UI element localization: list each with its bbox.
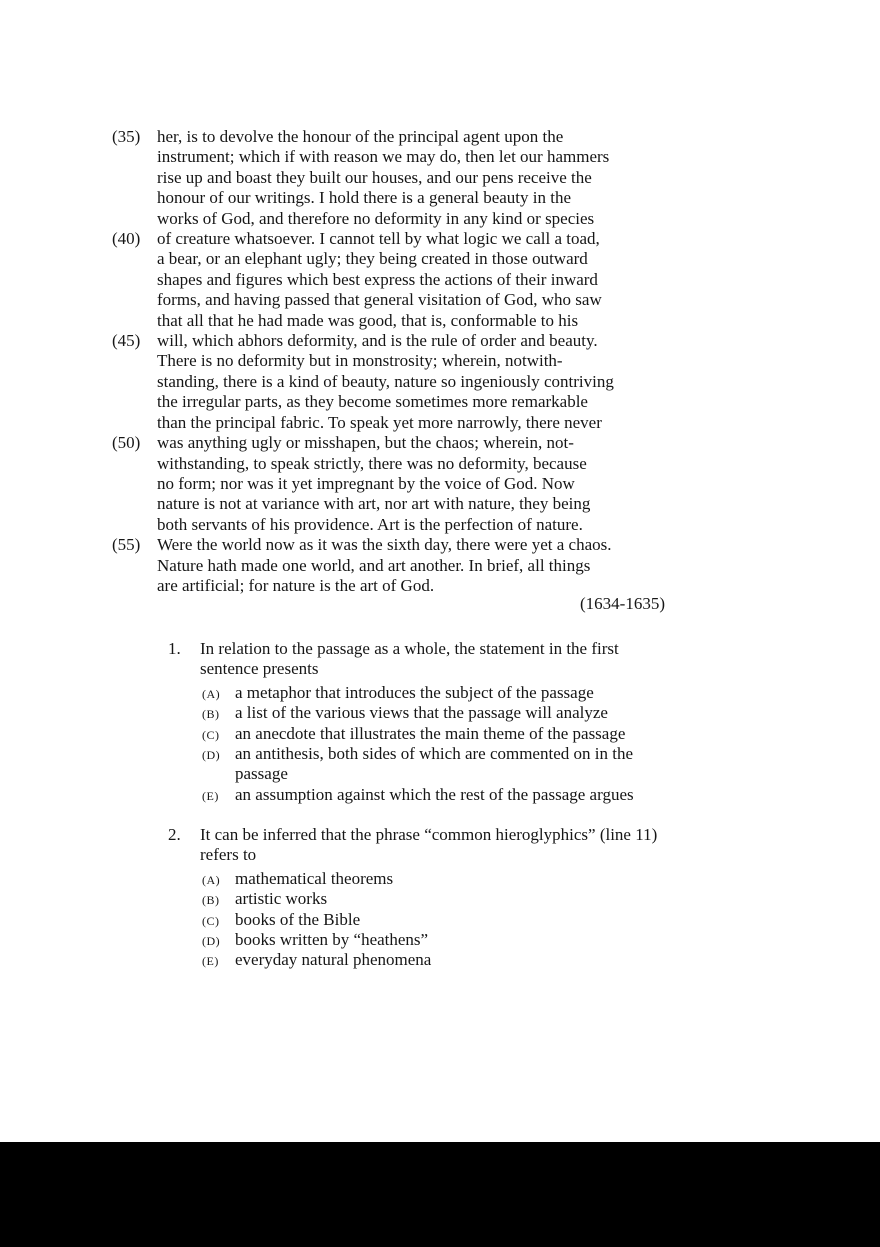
question-2-options [200, 869, 657, 971]
question-1-options [200, 683, 634, 805]
option-text: an antithesis, both sides of which are commented on in the passage [235, 744, 633, 784]
question-2-stem: It can be inferred that the phrase “common hieroglyphics” (line 11) refers to [200, 825, 658, 865]
question-1 [168, 639, 634, 805]
option-letter: (A) [202, 868, 221, 888]
passage-text: her, is to devolve the honour of the principal agent upon the instrument; which if with reason we may do, then let our hammers rise up and boast they built our houses, and our pens receive the honour of our writings. I hold there is a general beauty in the works of God, and therefore no deformity in any kind or species of creature whatsoever. I cannot tell by what logic we call a toad, a bear, or an elephant ugly; they being created in those outward shapes and figures which best express the actions of their inward forms, and having passed that general visitation of God, who saw that all that he had made was good, that is, conformable to his will, which abhors deformity, and is the rule of order and beauty. There is no deformity but in monstrosity; wherein, notwith- standing, there is a kind of beauty, nature so ingeniously contriving the irregular parts, as they become sometimes more remarkable than the principal fabric. To speak yet more narrowly, there never was anything ugly or misshapen, but the chaos; wherein, not- withstanding, to speak strictly, there was no deformity, because no form; nor was it yet impregnant by the voice of God. Now nature is not at variance with art, nor art with nature, they being both servants of his providence. Art is the perfection of nature. Were the world now as it was the sixth day, there were yet a chaos. Nature hath made one world, and art another. In brief, all things are artificial; for nature is the art of God. [157, 127, 614, 595]
question-2-option-b [200, 889, 657, 909]
question-2-option-e [200, 950, 657, 970]
question-1-stem: In relation to the passage as a whole, the statement in the first sentence presents [200, 639, 619, 679]
question-2-option-a [200, 869, 657, 889]
question-2-option-d [200, 930, 657, 950]
option-letter: (B) [202, 889, 220, 909]
option-letter: (E) [202, 950, 219, 970]
option-letter: (E) [202, 784, 219, 804]
option-text: artistic works [235, 889, 328, 909]
option-letter: (C) [202, 909, 220, 929]
option-text: books written by “heathens” [235, 930, 429, 950]
question-2 [168, 825, 657, 971]
question-2-option-c [200, 910, 657, 930]
option-letter: (D) [202, 930, 221, 950]
option-letter: (C) [202, 723, 220, 743]
option-letter: (D) [202, 744, 221, 764]
question-1-option-e [200, 785, 634, 805]
option-text: an assumption against which the rest of the passage argues [235, 784, 634, 804]
passage-block [112, 127, 614, 596]
option-letter: (B) [202, 703, 220, 723]
option-text: a list of the various views that the passage will analyze [235, 703, 608, 723]
question-1-option-c [200, 724, 634, 744]
option-text: books of the Bible [235, 909, 361, 929]
question-2-number: 2. [168, 825, 181, 844]
question-1-option-b [200, 703, 634, 723]
option-text: everyday natural phenomena [235, 950, 432, 970]
passage-line-numbers: (35) (40) (45) (50) (55) [112, 127, 141, 555]
option-text: a metaphor that introduces the subject of the passage [235, 682, 594, 702]
question-1-number: 1. [168, 639, 181, 658]
bottom-black-bar [0, 1142, 880, 1247]
option-letter: (A) [202, 682, 221, 702]
option-text: mathematical theorems [235, 868, 394, 888]
passage-date: (1634-1635) [580, 594, 665, 613]
question-1-option-a [200, 683, 634, 703]
question-1-option-d [200, 744, 634, 785]
option-text: an anecdote that illustrates the main theme of the passage [235, 723, 626, 743]
